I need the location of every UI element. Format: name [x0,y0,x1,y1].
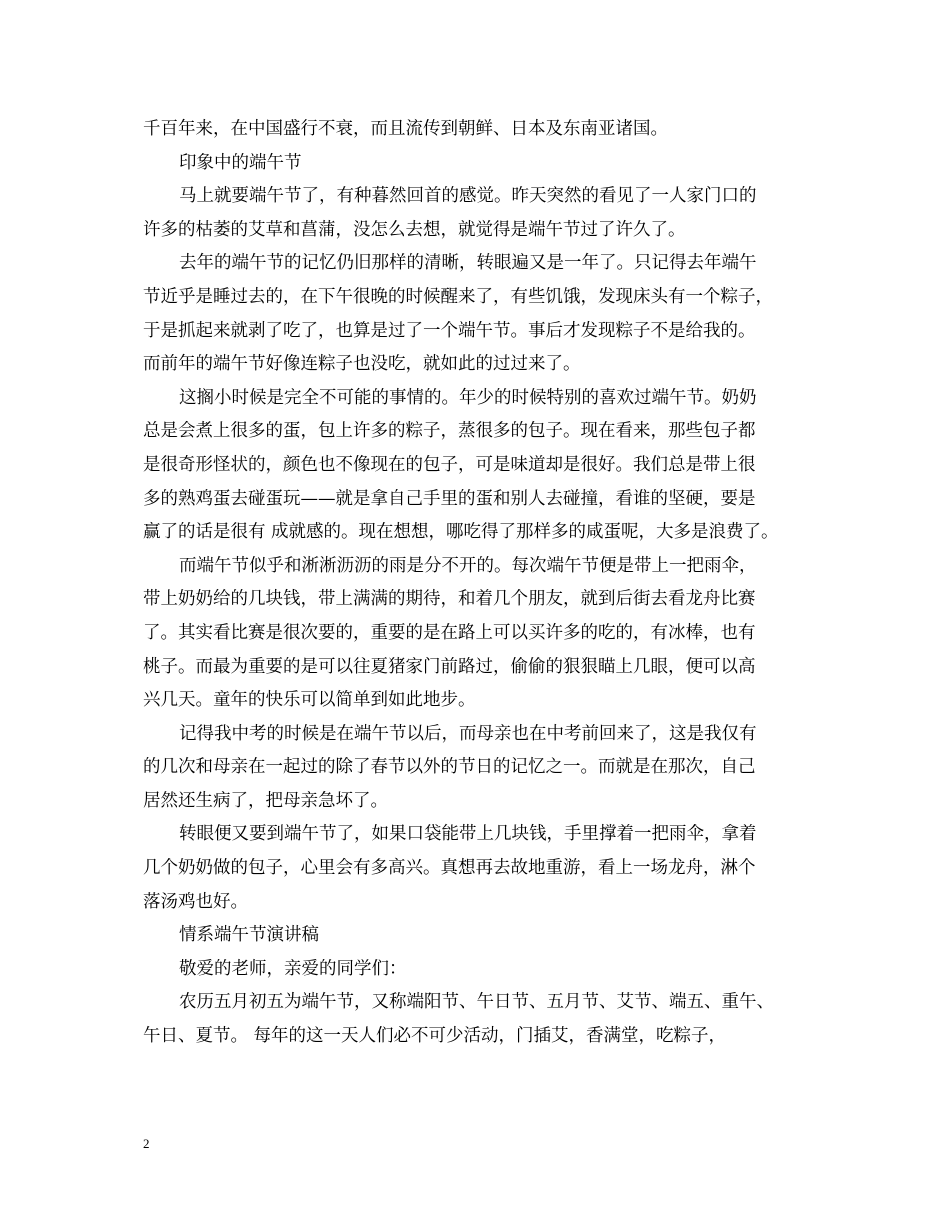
text-line: 这搁小时候是完全不可能的事情的。年少的时候特别的喜欢过端午节。奶奶 [179,387,757,408]
text-line: 赢了的话是很有 成就感的。现在想想，哪吃得了那样多的咸蛋呢，大多是浪费了。 [143,522,779,543]
text-line: 记得我中考的时候是在端午节以后，而母亲也在中考前回来了，这是我仅有 [179,723,757,744]
text-line: 去年的端午节的记忆仍旧那样的清晰，转眼遍又是一年了。只记得去年端午 [179,253,757,274]
text-line: 总是会煮上很多的蛋，包上许多的粽子，蒸很多的包子。现在看来，那些包子都 [143,421,756,442]
text-line: 而端午节似乎和淅淅沥沥的雨是分不开的。每次端午节便是带上一把雨伞， [179,555,757,576]
text-line: 午日、夏节。 每年的这一天人们必不可少活动，门插艾，香满堂，吃粽子， [143,1026,727,1047]
text-line: 兴几天。童年的快乐可以简单到如此地步。 [143,690,476,711]
text-line: 马上就要端午节了，有种暮然回首的感觉。昨天突然的看见了一人家门口的 [179,186,757,207]
text-line: 几个奶奶做的包子，心里会有多高兴。真想再去故地重游，看上一场龙舟，淋个 [143,858,756,879]
text-line: 农历五月初五为端午节，又称端阳节、午日节、五月节、艾节、端五、重午、 [179,992,774,1013]
text-line: 转眼便又要到端午节了，如果口袋能带上几块钱，手里撑着一把雨伞，拿着 [179,824,757,845]
text-line: 了。其实看比赛是很次要的，重要的是在路上可以买许多的吃的，有冰棒，也有 [143,622,756,643]
text-line: 千百年来，在中国盛行不衰，而且流传到朝鲜、日本及东南亚诸国。 [143,119,668,139]
text-line: 印象中的端午节 [179,152,302,173]
text-line: 情系端午节演讲稿 [179,925,319,946]
text-line: 节近乎是睡过去的，在下午很晚的时候醒来了，有些饥饿，发现床头有一个粽子， [143,286,773,307]
text-line: 带上奶奶给的几块钱，带上满满的期待，和着几个朋友，就到后街去看龙舟比赛 [143,589,756,610]
page-number: 2 [143,1136,150,1151]
text-line: 多的熟鸡蛋去碰蛋玩——就是拿自己手里的蛋和别人去碰撞，看谁的坚硬，要是 [143,488,756,509]
document-body [143,113,815,1054]
text-line: 而前年的端午节好像连粽子也没吃，就如此的过过来了。 [143,354,581,375]
text-line: 居然还生病了，把母亲急坏了。 [143,790,388,811]
text-line: 落汤鸡也好。 [143,891,248,912]
text-line: 敬爱的老师，亲爱的同学们： [179,958,407,979]
text-line: 是很奇形怪状的，颜色也不像现在的包子，可是味道却是很好。我们总是带上很 [143,454,756,475]
text-line: 于是抓起来就剥了吃了，也算是过了一个端午节。事后才发现粽子不是给我的。 [143,320,756,341]
text-line: 的几次和母亲在一起过的除了春节以外的节日的记忆之一。而就是在那次，自己 [143,757,756,778]
text-line: 桃子。而最为重要的是可以往夏猪家门前路过，偷偷的狠狠瞄上几眼，便可以高 [143,656,756,677]
text-line: 许多的枯萎的艾草和菖蒲，没怎么去想，就觉得是端午节过了许久了。 [143,219,686,240]
